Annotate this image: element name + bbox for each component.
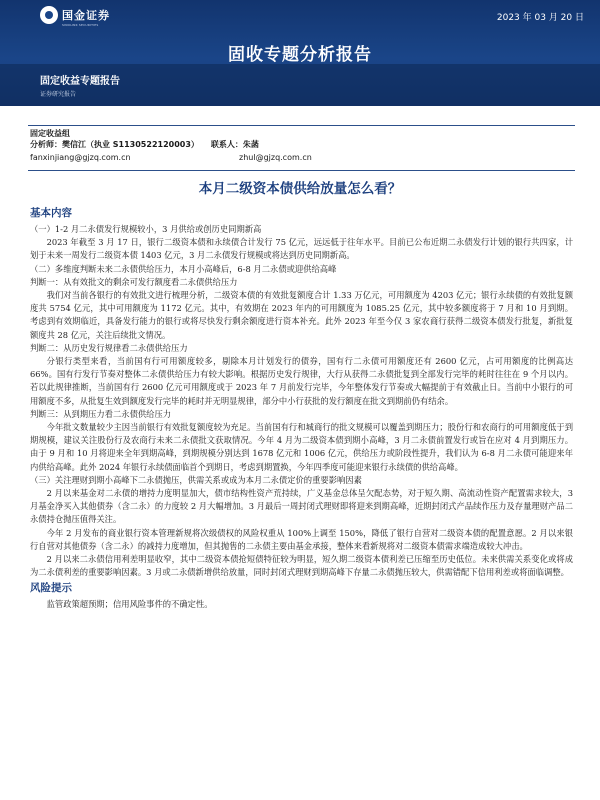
company-logo — [40, 6, 110, 27]
analyst-email[interactable]: fanxinjiang@gjzq.com.cn — [30, 153, 131, 162]
judgement-1: 判断一：从有效批文的剩余可发行额度看二永债供给压力 — [30, 276, 238, 287]
paragraph-3: 分银行类型来看，当前国有行可用额度较多，剔除本月计划发行的债券，国有行二永债可用额度还有 2600 亿元，占可用额度的比例高达 66%。国有行发行节奏对整体二永债供给压力有较大影响。根据历史发行规律，大行从获得二永债批复到全部发行完毕的耗时往往在 9 个月以内。若以此规律推断，当前国有行 2600 亿元可用额度或于 2023 年 7 月前发行完毕，今年整体发行节奏或大幅提前于有效截止日。当前中小银行的可用额度不多，从批复生效到额度发行完毕的耗时并无明显规律，部分中小行获批的发行额度在批文到期前仍有结余。 — [30, 356, 573, 406]
report-series: 固定收益专题报告 — [40, 76, 120, 87]
contact-email[interactable]: zhul@gjzq.com.cn — [239, 153, 312, 162]
section-heading-risk: 风险提示 — [30, 582, 72, 595]
logo-mark-icon — [40, 6, 58, 24]
subheading-3: （三）关注理财到期小高峰下二永债抛压，供需关系或成为本月二永债定价的重要影响因素 — [30, 474, 362, 485]
banner-title: 固收专题分析报告 — [228, 45, 372, 65]
paragraph-1: 2023 年截至 3 月 17 日，银行二级资本债和永续债合计发行 75 亿元，远远低于往年水平。目前已公布近期二永债发行计划的银行共四家，计划于未来一周发行二级资本债 1403 亿元，3 月二永债发行规模或将达到历史同期新高。 — [30, 237, 573, 261]
analyst-top-rule — [28, 125, 575, 126]
contact-label: 联系人：朱菡 — [210, 140, 259, 149]
team-name: 固定收益组 — [30, 129, 70, 138]
analyst-line: 分析师：樊信江（执业 S1130522120003） — [30, 140, 199, 149]
paragraph-6: 今年 2 月发布的商业银行资本管理新规将次级债权的风险权重从 100%上调至 150%，降低了银行自营对二级资本债的配置意愿。2 月以来银行自营对其他债券（含二永）的减持力度增加，但其抛售的二永债主要由基金承接，整体来看新规将对二级资本债需求端造成较大冲击。 — [30, 527, 573, 551]
analyst-block — [30, 128, 575, 163]
section-heading-basic: 基本内容 — [30, 207, 72, 219]
logo-text: 国金证券 — [62, 9, 110, 22]
paragraph-2: 我们对当前各银行的有效批文进行梳理分析，二级资本债的有效批复额度合计 1.33 万亿元，可用额度为 4203 亿元；银行永续债的有效批复额度共 5754 亿元，其中可用额度为 1172 亿元。其中，有效期在 2023 年内的可用额度为 1085.25 亿元，其中较多额度将于 7 月和 10 月到期。考虑到有效期临近，具备发行能力的银行或将尽快发行剩余额度进行资本补充。此外 2023 年至今仅 3 家农商行获得二级资本债发行批复，新批复额度共 28 亿元，关注后续批文情况。 — [30, 290, 573, 340]
logo-subtext: SINOLINK SECURITIES — [62, 23, 99, 27]
paragraph-5: 2 月以来基金对二永债的增持力度明显加大，债市结构性资产荒持续，广义基金总体呈欠配态势，对于短久期、高流动性资产配置需求较大，3 月基金净买入其他债券（含二永）的力度较 2 月大幅增加。3 月最后一周封闭式理财即将迎来到期高峰，近期封闭式产品续作压力及存量理财产品二永债持仓抛压值得关注。 — [30, 488, 573, 525]
header-banner — [0, 0, 600, 106]
subheading-1: （一）1-2 月二永债发行规模较小，3 月供给或创历史同期新高 — [30, 224, 262, 234]
risk-text: 监管政策超预期；信用风险事件的不确定性。 — [46, 599, 213, 610]
analyst-bottom-rule — [28, 170, 575, 171]
report-title: 本月二级资本债供给放量怎么看？ — [198, 181, 402, 197]
report-date: 2023 年 03 月 20 日 — [496, 13, 584, 23]
paragraph-4: 今年批文数量较少主因当前银行有效批复额度较为充足。当前国有行和城商行的批文规模可以覆盖到期压力；股份行和农商行的可用额度低于到期规模，建议关注股份行及农商行未来二永债批文获取情况。今年 4 月为二级资本债到期小高峰，3 月二永债前置发行或旨在应对 4 月到期压力。由于 9 月和 10 月将迎来全年到期高峰，到期规模分别达到 1678 亿元和 1006 亿元，供给压力或阶段性提升，我们认为 6-8 月二永债可能迎来年内供给高峰。此外 2024 年银行永续债面临首个到期日，考虑到期置换，今年四季度可能迎来银行永续债的供给高峰。 — [30, 422, 573, 472]
judgement-2: 判断二：从历史发行规律看二永债供给压力 — [30, 342, 188, 353]
judgement-3: 判断三：从到期压力看二永债供给压力 — [30, 408, 172, 419]
paragraph-7: 2 月以来二永债信用利差明显收窄，其中二级资本债抢短债特征较为明显，短久期二级资本债利差已压缩至历史低位。未来供需关系变化或将成为二永债利差的重要影响因素。3 月或二永债新增供给放量，同时封闭式理财到期高峰下存量二永债抛压较大，供需错配下信用利差或将面临调整。 — [30, 554, 573, 578]
subheading-2: （二）多维度判断未来二永债供给压力，本月小高峰后，6-8 月二永债或迎供给高峰 — [30, 263, 337, 274]
report-body — [30, 205, 573, 612]
report-series-sub: 证券研究报告 — [40, 91, 77, 98]
